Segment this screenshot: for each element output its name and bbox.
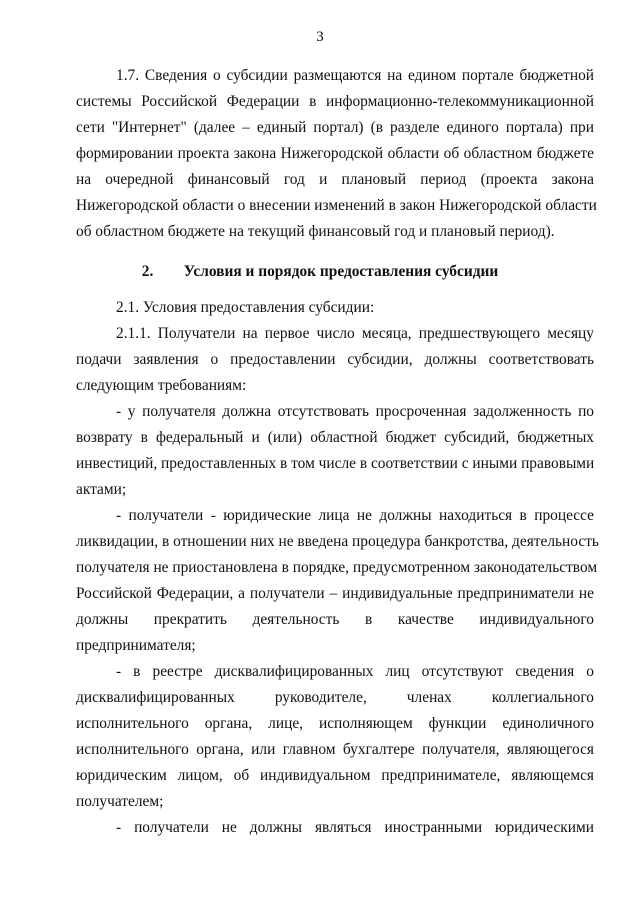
text-line: должны прекратить деятельность в качестве индивидуального [76, 611, 594, 628]
text-line: - у получателя должна отсутствовать просроченная задолженность по [116, 403, 594, 420]
text-line: об областном бюджете на текущий финансовый год и плановый период). [76, 223, 555, 240]
text-line: юридическим лицом, об индивидуальном предпринимателе, являющемся [76, 767, 594, 784]
text-line: подачи заявления о предоставлении субсидии, должны соответствовать [76, 351, 594, 368]
text-line: сети "Интернет" (далее – единый портал) (в разделе единого портала) при [76, 119, 594, 136]
text-line: 2.1.1. Получатели на первое число месяца, предшествующего месяцу [116, 325, 594, 342]
text-line: возврату в федеральный и (или) областной бюджет субсидий, бюджетных [76, 429, 594, 446]
text-line: исполнительного органа, или главном бухгалтере получателя, являющегося [76, 741, 594, 758]
text-line: формировании проекта закона Нижегородской области об областном бюджете [76, 145, 594, 162]
text-line: актами; [76, 481, 127, 498]
text-line: предпринимателя; [76, 637, 196, 654]
text-line: ликвидации, в отношении них не введена процедура банкротства, деятельность [76, 533, 599, 550]
text-line: исполнительного органа, лице, исполняющем функции единоличного [76, 715, 594, 732]
text-line: - получатели не должны являться иностранными юридическими [116, 819, 594, 836]
text-line: получателем; [76, 793, 164, 810]
section-heading-title: Условия и порядок предоставления субсидии [183, 263, 499, 280]
text-line: - получатели - юридические лица не должны находиться в процессе [116, 507, 594, 524]
text-line: дисквалифицированных руководителе, членах коллегиального [76, 689, 594, 706]
text-line: получателя не приостановлена в порядке, предусмотренном законодательством [76, 559, 598, 576]
text-line: следующим требованиям: [76, 377, 247, 394]
page-number: 3 [316, 29, 324, 45]
text-line: 2.1. Условия предоставления субсидии: [116, 299, 375, 316]
section-heading [0, 262, 640, 282]
text-line: Российской Федерации, а получатели – индивидуальные предприниматели не [76, 585, 594, 602]
section-heading-number: 2. [141, 263, 154, 280]
text-line: Нижегородской области о внесении изменений в закон Нижегородской области [76, 197, 597, 214]
text-line: на очередной финансовый год и плановый период (проекта закона [76, 171, 594, 188]
text-line: инвестиций, предоставленных в том числе в соответствии с иными правовыми [76, 455, 595, 472]
text-line: 1.7. Сведения о субсидии размещаются на едином портале бюджетной [116, 67, 594, 84]
text-line: системы Российской Федерации в информационно-телекоммуникационной [76, 93, 594, 110]
text-line: - в реестре дисквалифицированных лиц отсутствуют сведения о [116, 663, 594, 680]
